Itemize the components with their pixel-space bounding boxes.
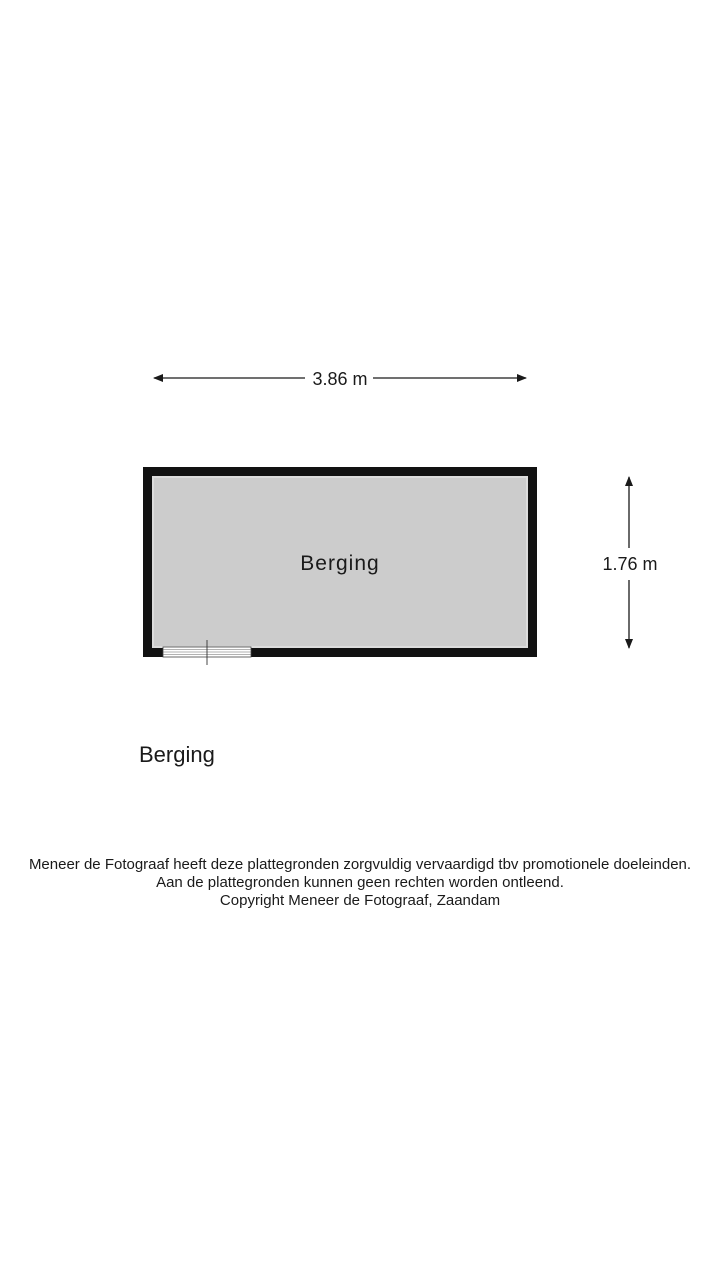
disclaimer-line: Aan de plattegronden kunnen geen rechten worden ontleend. <box>156 874 564 891</box>
width-dimension <box>154 369 526 389</box>
room-berging <box>143 467 537 657</box>
disclaimer <box>0 856 720 910</box>
room-name-label: Berging <box>300 552 380 575</box>
disclaimer-line: Copyright Meneer de Fotograaf, Zaandam <box>219 892 501 909</box>
floor-title: Berging <box>139 742 215 767</box>
height-dimension-label: 1.76 m <box>602 554 658 574</box>
width-dimension-label: 3.86 m <box>312 369 368 389</box>
disclaimer-line: Meneer de Fotograaf heeft deze plattegronden zorgvuldig vervaardigd tbv promotionele doeleinden. <box>28 856 692 873</box>
height-dimension <box>602 477 657 648</box>
